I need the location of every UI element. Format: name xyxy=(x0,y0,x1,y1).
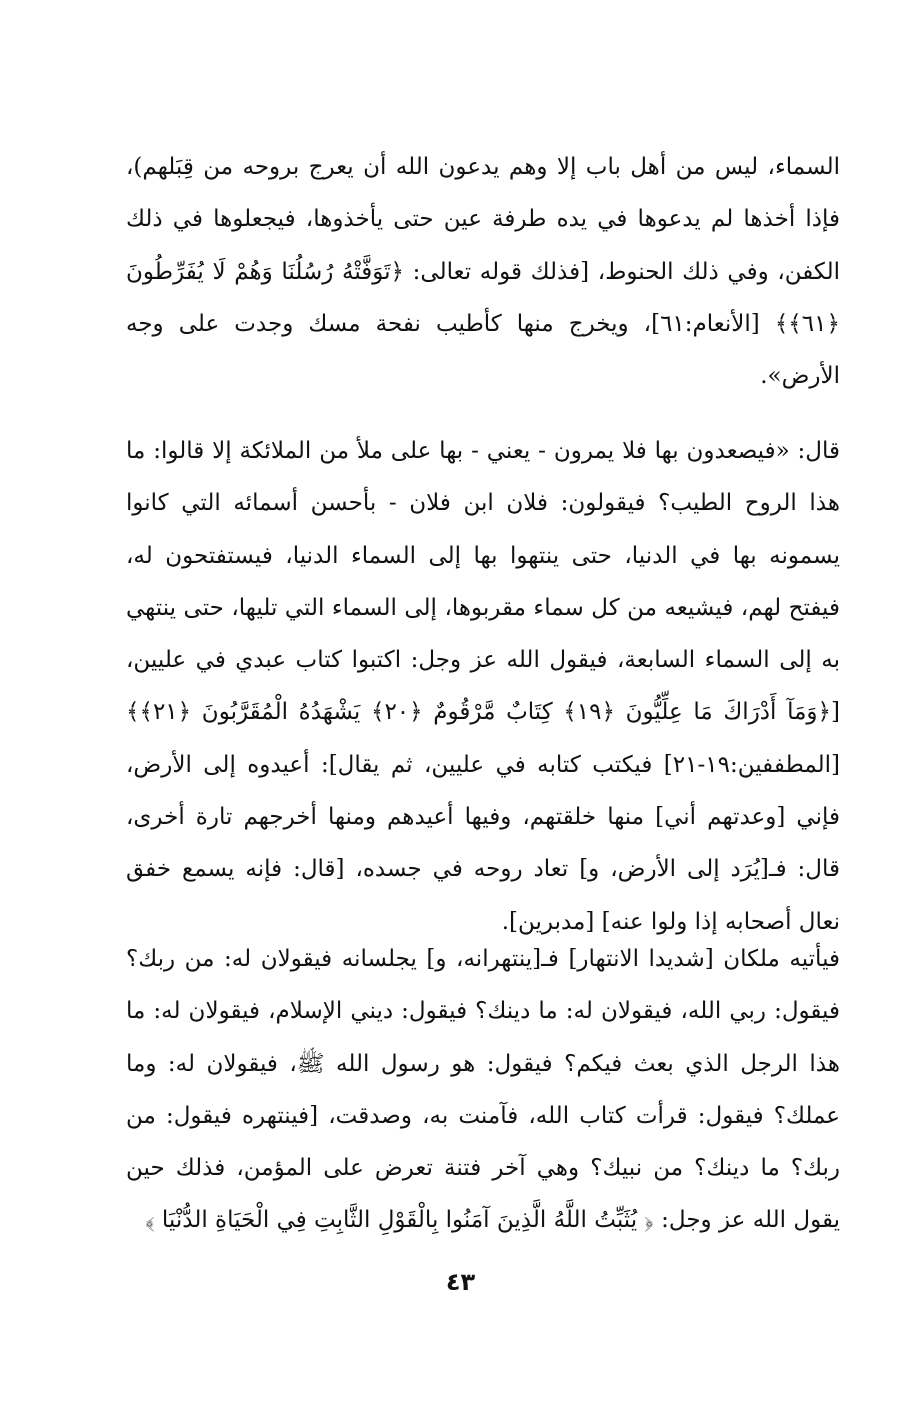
paragraph-3: فيأتيه ملكان [شديدا الانتهار] فـ[ينتهرانه، و] يجلسانه فيقولان له: من ربك؟ فيقول: ربي الله، فيقولان له: ما دينك؟ فيقول: ديني الإسلام، فيقولان له: ما هذا الرجل الذي بعث فيكم؟ فيقول: هو رسول الله ﷺ، فيقولان له: وما عملك؟ فيقول: قرأت كتاب الله، فآمنت به، وصدقت، [فينتهره فيقول: من ربك؟ ما دينك؟ من نبيك؟ وهي آخر فتنة تعرض على المؤمن، فذلك حين يقول الله عز وجل: ﴿ يُثَبِّتُ اللَّهُ الَّذِينَ آمَنُوا بِالْقَوْلِ الثَّابِتِ فِي الْحَيَاةِ الدُّنْيَا ﴾ xyxy=(126,946,840,1234)
page-number: ٤٣ xyxy=(445,1268,476,1296)
paragraph-2: قال: «فيصعدون بها فلا يمرون - يعني - بها على ملأ من الملائكة إلا قالوا: ما هذا الروح الطيب؟ فيقولون: فلان ابن فلان - بأحسن أسمائه التي كانوا يسمونه بها في الدنيا، حتى ينتهوا بها إلى السماء الدنيا، فيستفتحون له، فيفتح لهم، فيشيعه من كل سماء مقربوها، إلى السماء التي تليها، حتى ينتهي به إلى السماء السابعة، فيقول الله عز وجل: اكتبوا كتاب عبدي في عليين، [﴿وَمَآ أَدْرَاكَ مَا عِلِّيُّونَ ﴿١٩﴾ كِتَابٌ مَّرْقُومٌ ﴿٢٠﴾ يَشْهَدُهُ الْمُقَرَّبُونَ ﴿٢١﴾﴾ [المطففين:١٩-٢١] فيكتب كتابه في عليين، ثم يقال]: أعيدوه إلى الأرض، فإني [وعدتهم أني] منها خلقتهم، وفيها أعيدهم ومنها أخرجهم تارة أخرى، قال: فـ[يُرَد إلى الأرض، و] تعاد روحه في جسده، [قال: فإنه يسمع خفق نعال أصحابه إذا ولوا عنه] [مدبرين]. xyxy=(126,438,840,935)
paragraph-1: السماء، ليس من أهل باب إلا وهم يدعون الله أن يعرج بروحه من قِبَلهم)، فإذا أخذها لم يدعوها في يده طرفة عين حتى يأخذوها، فيجعلوها في ذلك الكفن، وفي ذلك الحنوط، [فذلك قوله تعالى: ﴿تَوَفَّتْهُ رُسُلُنَا وَهُمْ لَا يُفَرِّطُونَ ﴿٦١﴾﴾ [الأنعام:٦١]، ويخرج منها كأطيب نفحة مسك وجدت على وجه الأرض». xyxy=(126,154,840,390)
